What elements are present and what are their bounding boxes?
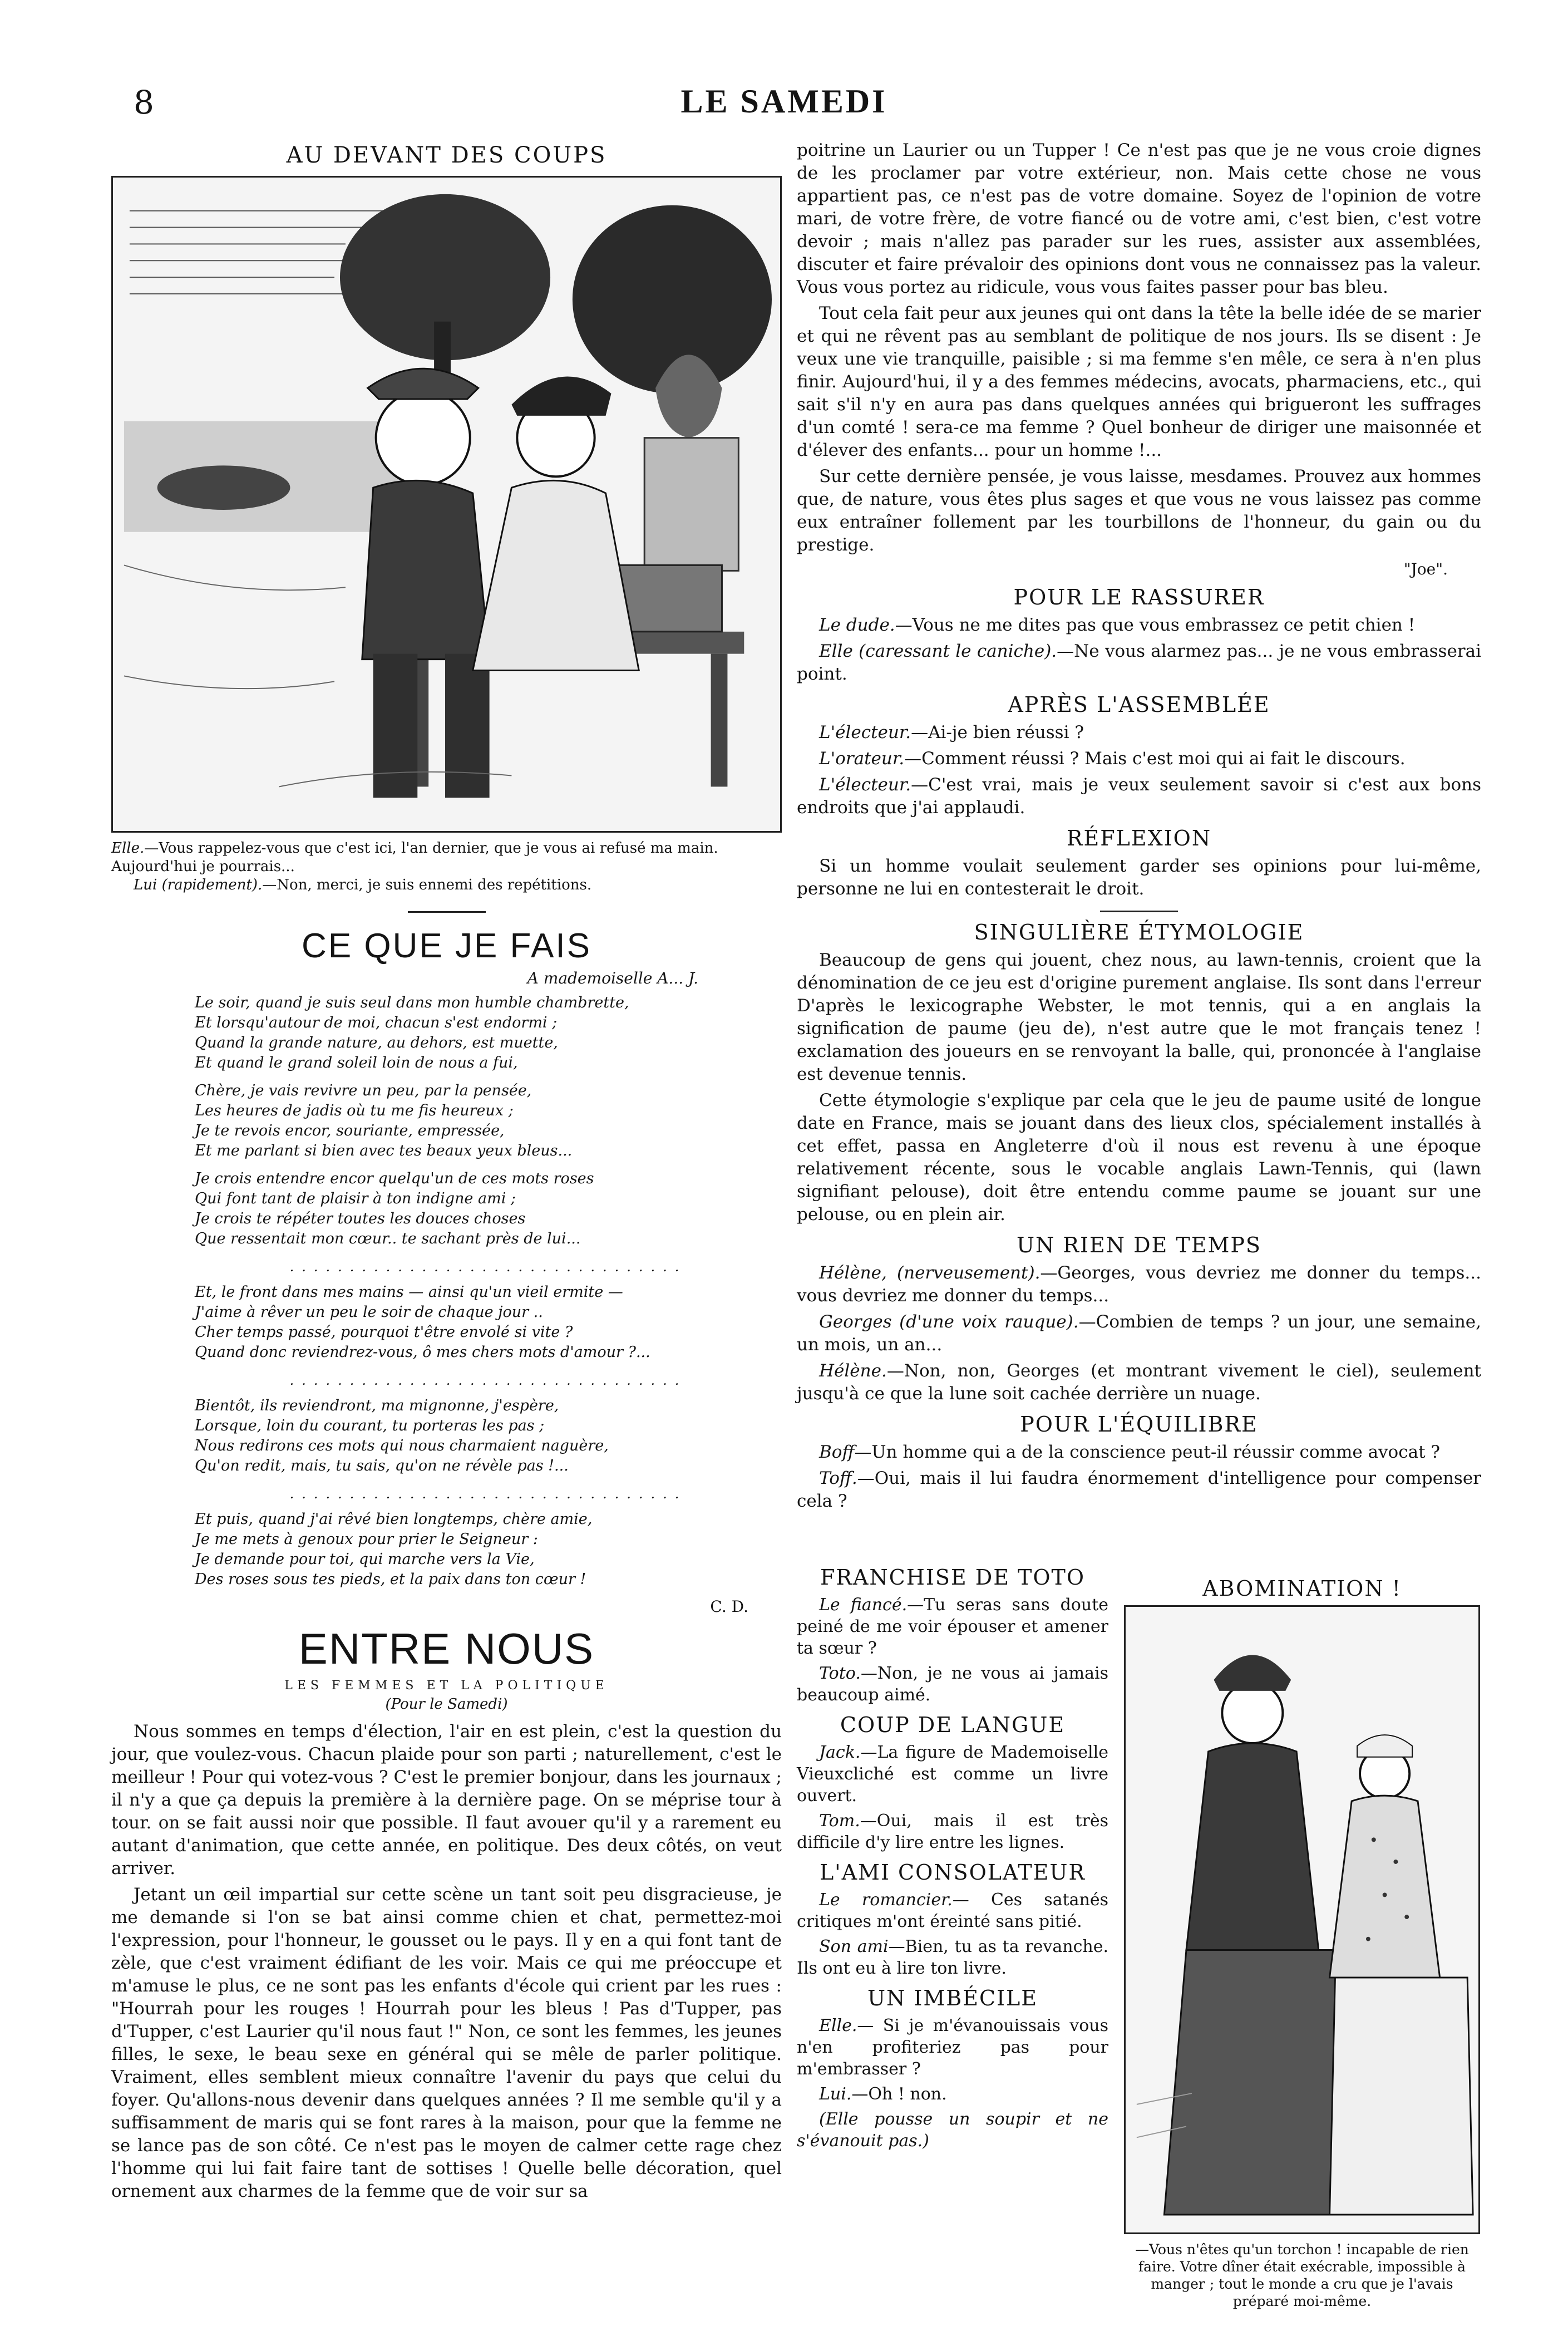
poem-body	[195, 993, 782, 1590]
section-title-etymologie: SINGULIÈRE ÉTYMOLOGIE	[974, 920, 1304, 945]
article-paragraph: Tout cela fait peur aux jeunes qui ont dans la tête la belle idée de se marier et qui ne rêvent pas au semblant de politique de nos jours. Ils se disent : Je veux une vie tranquille, paisible ; si ma femme s'en mêle, ce sera à n'en plus finir. Aujourd'hui, il y a des femmes médecins, avocats, pharmaciens, etc., qui sait s'il n'y en aura pas dans quelques années qui brigueront les suffrages d'un comté ! sera-ce ma femme ? Quel bonheur de diriger une maisonnée et d'élever des enfants... pour un homme !...	[797, 303, 1481, 460]
speaker: Toff.	[819, 1468, 857, 1488]
section-title-toto: FRANCHISE DE TOTO	[820, 1565, 1086, 1590]
poem-line: Qu'on redit, mais, tu sais, qu'on ne révèle pas !...	[195, 1457, 569, 1474]
line: —Ai-je bien réussi ?	[911, 722, 1084, 742]
poem-line: Les heures de jadis où tu me fis heureux ;	[195, 1102, 514, 1119]
page-number: 8	[134, 83, 154, 121]
divider	[1100, 911, 1178, 912]
poem-line: J'aime à rêver un peu le soir de chaque jour ..	[195, 1304, 543, 1321]
stanza-separator: .................................	[289, 1259, 687, 1275]
article-paragraph: Sur cette dernière pensée, je vous laisse, mesdames. Prouvez aux hommes que, de nature, vous êtes plus sages et que vous ne vous laissez pas comme eux entraîner follement par les tourbillons de l'honneur, du gain ou du prestige.	[797, 466, 1481, 555]
section-title-rassurer: POUR LE RASSURER	[1013, 585, 1265, 609]
poem-line: Quand la grande nature, au dehors, est muette,	[195, 1034, 558, 1051]
line: —Vous ne me dites pas que vous embrassez ce petit chien !	[895, 615, 1416, 635]
cartoon-title: AU DEVANT DES COUPS	[286, 142, 607, 168]
poem-line: Je te revois encor, souriante, empressée,	[195, 1122, 505, 1139]
poem-line: Et quand le grand soleil loin de nous a fui,	[195, 1054, 518, 1071]
divider	[408, 911, 486, 913]
line: —Un homme qui a de la conscience peut-il réussir comme avocat ?	[854, 1442, 1440, 1462]
speaker: Elle.	[819, 2016, 857, 2035]
line: —Georges, vous devriez me donner du temps... vous devriez me donner du temps...	[797, 1263, 1481, 1306]
dialogue-toto	[797, 1594, 1108, 1706]
speaker: Le dude.	[819, 615, 895, 635]
poem-signature: C. D.	[710, 1597, 748, 1616]
speaker: Lui.	[819, 2084, 852, 2104]
poem-line: Nous redirons ces mots qui nous charmaient naguère,	[195, 1437, 609, 1454]
line: —Non, non, Georges (et montrant vivement le ciel), seulement jusqu'à ce que la lune soit cachée derrière un nuage.	[797, 1361, 1481, 1404]
poem-line: Chère, je vais revivre un peu, par la pensée,	[195, 1082, 532, 1099]
line: —Ne vous alarmez pas... je ne vous embrasserai point.	[797, 641, 1482, 684]
line: —C'est vrai, mais je veux seulement savoir si c'est aux bons endroits que j'ai applaudi.	[797, 775, 1481, 818]
cartoon-caption	[111, 839, 782, 894]
section-title-imbecile: UN IMBÉCILE	[867, 1986, 1038, 2010]
poem-stanza	[195, 1169, 782, 1249]
right-column	[797, 139, 1481, 1516]
poem-line: Je me mets à genoux pour prier le Seigneur :	[195, 1531, 538, 1548]
dialogue-rassurer	[797, 614, 1481, 686]
poem-line: Que ressentait mon cœur.. te sachant près de lui...	[195, 1230, 581, 1247]
speaker: Hélène, (nerveusement).	[819, 1263, 1041, 1283]
speaker: Georges (d'une voix rauque).	[819, 1312, 1079, 1332]
article-paragraph: Jetant un œil impartial sur cette scène un tant soit peu disgracieuse, je me demande si l'on se bat ainsi comme chien et chat, permettez-moi l'expression, pour l'honneur, le gousset ou le pays. Il y en a qui font tant de zèle, que c'est vraiment édifiant de les voir. Mais ce qui me préoccupe et m'amuse le plus, ce ne sont pas les enfants d'école qui crient par les rues : "Hourrah pour les rouges ! Hourrah pour les bleus ! Pas d'Tupper, pas d'Tupper, c'est Laurier qu'il nous faut !" Non, ce sont les femmes, les jeunes filles, le sexe, le beau sexe en général qui se mêle de parler politique. Vraiment, elles semblent mieux connaître l'avenir du pays que celui du foyer. Qu'allons-nous devenir dans quelques années ? Il me semble qu'il y a suffisamment de maris qui se font rares à la maison, pour que la femme ne se lance pas de son côté. Ce n'est pas le moyen de calmer cette rage chez l'homme qui lui fait faire tant de sottises ! Quelle belle décoration, quel ornement aux charmes de la femme que de voir sur sa	[111, 1885, 782, 2201]
poem-line: Je crois te répéter toutes les douces choses	[195, 1210, 526, 1227]
poem-title: CE QUE JE FAIS	[302, 927, 591, 965]
speaker: Jack.	[819, 1743, 861, 1762]
dialogue-imbecile	[797, 2015, 1108, 2152]
line: —Oui, mais il lui faudra énormement d'intelligence pour compenser cela ?	[797, 1468, 1481, 1511]
poem-stanza	[195, 1396, 782, 1476]
stanza-separator: .................................	[289, 1486, 687, 1502]
poem-line: Quand donc reviendrez-vous, ô mes chers mots d'amour ?...	[195, 1344, 650, 1361]
poem-stanza	[195, 993, 782, 1073]
dialogue-langue	[797, 1742, 1108, 1853]
cartoon-bench-couple-illustration	[111, 176, 782, 833]
line: —Combien de temps ? un jour, une semaine, un mois, un an...	[797, 1312, 1482, 1355]
jokes-column	[797, 1558, 1108, 2155]
speaker: Elle (caressant le caniche).	[819, 641, 1057, 661]
dialogue-assemblee	[797, 721, 1481, 819]
dialogue-equilibre	[797, 1441, 1481, 1513]
poem-stanza	[195, 1282, 782, 1363]
line: —La figure de Mademoiselle Vieuxcliché est comme un livre ouvert.	[797, 1743, 1108, 1806]
poem-stanza	[195, 1081, 782, 1161]
speaker: Son ami	[819, 1937, 889, 1956]
poem-line: Et me parlant si bien avec tes beaux yeux bleus...	[195, 1142, 573, 1159]
poem-line: Et, le front dans mes mains — ainsi qu'un vieil ermite —	[195, 1283, 623, 1301]
caption-speaker-elle: Elle.	[111, 840, 145, 857]
poem-line: Cher temps passé, pourquoi t'être envolé si vite ?	[195, 1324, 573, 1341]
poem-line: Lorsque, loin du courant, tu porteras les pas ;	[195, 1417, 545, 1434]
speaker: Tom.	[819, 1811, 860, 1831]
stage-direction: (Elle pousse un soupir et ne s'évanouit pas.)	[797, 2109, 1108, 2151]
line: —Oui, mais il est très difficile d'y lire entre les lignes.	[797, 1811, 1108, 1852]
line: —Bien, tu as ta revanche. Ils ont eu à lire ton livre.	[797, 1937, 1108, 1978]
stanza-separator: .................................	[289, 1373, 687, 1388]
poem-line: Et puis, quand j'ai rêvé bien longtemps, chère amie,	[195, 1511, 593, 1528]
line: —Non, je ne vous ai jamais beaucoup aimé.	[797, 1664, 1108, 1705]
poem-line: Bientôt, ils reviendront, ma mignonne, j'espère,	[195, 1397, 559, 1414]
two-women-illustration	[1124, 1605, 1480, 2234]
speaker: L'orateur.	[819, 749, 905, 769]
section-title-reflexion: RÉFLEXION	[1066, 826, 1212, 850]
poem-line: Qui font tant de plaisir à ton indigne ami ;	[195, 1190, 516, 1207]
abomination-caption: —Vous n'êtes qu'un torchon ! incapable de rien faire. Votre dîner était exécrable, impossible à manger ; tout le monde a cru que je l'avais préparé moi-même.	[1135, 2241, 1469, 2309]
article-signature: "Joe".	[1403, 560, 1448, 578]
poem-line: Le soir, quand je suis seul dans mon humble chambrette,	[195, 994, 629, 1011]
section-title-equilibre: POUR L'ÉQUILIBRE	[1020, 1412, 1258, 1437]
speaker: Toto.	[819, 1664, 861, 1683]
article-subtitle: LES FEMMES ET LA POLITIQUE	[284, 1679, 609, 1693]
speaker: L'électeur.	[819, 722, 911, 742]
poem-dedication: A mademoiselle A... J.	[527, 969, 698, 987]
section-title-assemblee: APRÈS L'ASSEMBLÉE	[1008, 692, 1270, 717]
speaker: L'électeur.	[819, 775, 911, 795]
article-paragraph: poitrine un Laurier ou un Tupper ! Ce n'est pas que je ne vous croie dignes de les proclamer par votre extérieur, non. Mais cette chose ne vous appartient pas, ce n'est pas de votre domaine. Soyez de l'opinion de votre mari, de votre frère, de votre fiancé ou de votre ami, c'est bien, c'est votre devoir ; mais n'allez pas parader sur les rues, assister aux assemblées, discuter et faire prévaloir des opinions dont vous ne connaissez pas la valeur. Vous vous portez au ridicule, vous vous faites passer pour bas bleu.	[797, 140, 1481, 297]
reflexion-text: Si un homme voulait seulement garder ses opinions pour lui-même, personne ne lui en contesterait le droit.	[797, 856, 1481, 899]
abomination-box	[1124, 1570, 1480, 2310]
dialogue-rien-de-temps	[797, 1262, 1481, 1405]
dialogue-consolateur	[797, 1889, 1108, 1979]
speaker: Le fiancé.	[819, 1595, 908, 1615]
speaker: Hélène.	[819, 1361, 887, 1381]
section-title-langue: COUP DE LANGUE	[840, 1713, 1066, 1737]
caption-speaker-lui: Lui (rapidement).	[134, 877, 263, 893]
line: —Tu seras sans doute peiné de me voir épouser et amener ta sœur ?	[797, 1595, 1108, 1658]
caption-line-lui: —Non, merci, je suis ennemi des repétitions.	[262, 877, 592, 893]
section-title-rien-de-temps: UN RIEN DE TEMPS	[1017, 1233, 1261, 1257]
poem-line: Et lorsqu'autour de moi, chacun s'est endormi ;	[195, 1014, 558, 1031]
section-title-abomination: ABOMINATION !	[1202, 1576, 1402, 1601]
section-title-consolateur: L'AMI CONSOLATEUR	[819, 1860, 1086, 1885]
caption-line-elle: —Vous rappelez-vous que c'est ici, l'an dernier, que je vous ai refusé ma main. Aujourd'hui je pourrais...	[111, 840, 718, 875]
line: — Ces satanés critiques m'ont éreinté sans pitié.	[797, 1890, 1109, 1931]
etymologie-paragraph: Beaucoup de gens qui jouent, chez nous, au lawn-tennis, croient que la dénomination de ce jeu est d'origine purement anglaise. Ils sont dans l'erreur D'après le lexicographe Webster, le mot tennis, qui a en anglais la signification de paume (jeu de), n'est autre que le mot français tenez ! exclamation des joueurs en se renvoyant la balle, qui, prononcée à l'anglaise est devenue tennis.	[797, 950, 1481, 1084]
article-paragraph: Nous sommes en temps d'élection, l'air en est plein, c'est la question du jour, que voulez-vous. Chacun plaide pour son parti ; naturellement, c'est le meilleur ! Pour qui votez-vous ? C'est le premier bonjour, dans les journaux ; il n'y a que ça depuis la première à la dernière page. On se méprise tour à tour. on se fait aussi noir que possible. Il faut avouer qu'il y a rarement eu autant d'animation, que cette année, en politique. Des deux côtés, on veut arriver.	[111, 1722, 782, 1878]
line: — Si je m'évanouissais vous n'en profiteriez pas pour m'embrasser ?	[797, 2016, 1108, 2079]
speaker: Le romancier.	[819, 1890, 953, 1910]
poem-line: Je demande pour toi, qui marche vers la Vie,	[195, 1551, 535, 1568]
line: —Comment réussi ? Mais c'est moi qui ai fait le discours.	[904, 749, 1406, 769]
section-title: ENTRE NOUS	[298, 1624, 595, 1673]
speaker: Boff	[819, 1442, 855, 1462]
poem-line: Je crois entendre encor quelqu'un de ces mots roses	[195, 1170, 594, 1187]
etymologie-paragraph: Cette étymologie s'explique par cela que le jeu de paume usité de longue date en France, mais se jouant dans des lieux clos, spécialement installés à cet effet, passa en Angleterre d'où il nous est revenu à une époque relativement récente, sous le vocable anglais Lawn-Tennis, qui (lawn signifiant pelouse), doit être entendu comme paume se jouant sur une pelouse, ou en plein air.	[797, 1090, 1481, 1224]
poem-line: Des roses sous tes pieds, et la paix dans ton cœur !	[195, 1571, 586, 1588]
left-column	[111, 139, 782, 2206]
article-byline: (Pour le Samedi)	[385, 1696, 508, 1713]
poem-stanza	[195, 1509, 782, 1590]
masthead: LE SAMEDI	[681, 83, 887, 120]
line: —Oh ! non.	[851, 2084, 947, 2104]
